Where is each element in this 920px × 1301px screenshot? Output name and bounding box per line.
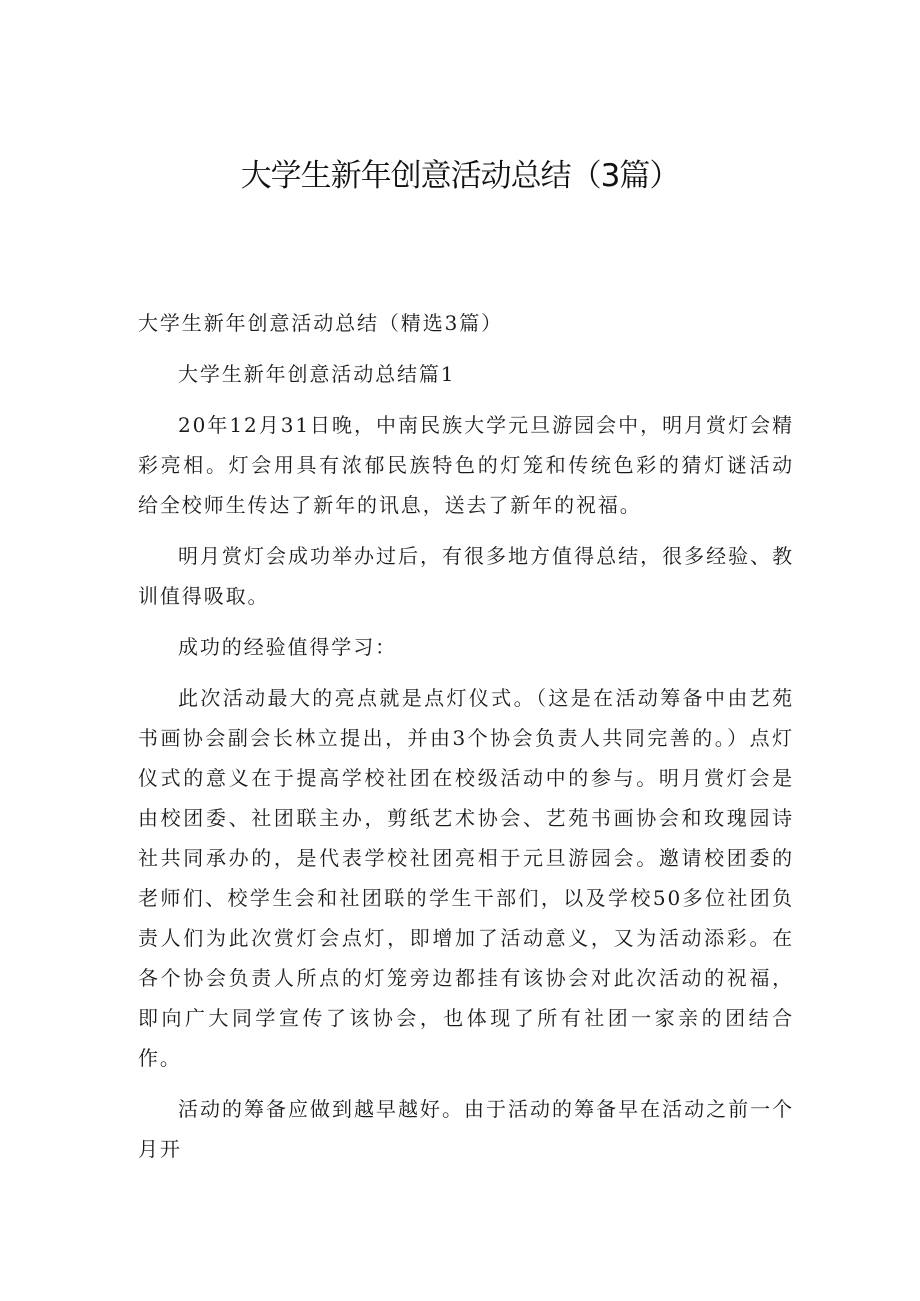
- section-heading: 大学生新年创意活动总结篇1: [178, 362, 456, 386]
- paragraph: 成功的经验值得学习：: [178, 635, 397, 659]
- document-body: [138, 303, 794, 1180]
- paragraph: 活动的筹备应做到越早越好。由于活动的筹备早在活动之前一个月开: [138, 1097, 794, 1161]
- document-subtitle: 大学生新年创意活动总结（精选3篇）: [138, 311, 504, 335]
- paragraph: 20年12月31日晚，中南民族大学元旦游园会中，明月赏灯会精彩亮相。灯会用具有浓郁民族特色的灯笼和传统色彩的猜灯谜活动给全校师生传达了新年的讯息，送去了新年的祝福。: [138, 413, 794, 517]
- paragraph: 明月赏灯会成功举办过后，有很多地方值得总结，很多经验、教训值得吸取。: [138, 544, 794, 608]
- document-title: 大学生新年创意活动总结（3篇）: [240, 158, 680, 194]
- paragraph: 此次活动最大的亮点就是点灯仪式。（这是在活动筹备中由艺苑书画协会副会长林立提出，并由3个协会负责人共同完善的。）点灯仪式的意义在于提高学校社团在校级活动中的参与。明月赏灯会是由校团委、社团联主办，剪纸艺术协会、艺苑书画协会和玫瑰园诗社共同承办的，是代表学校社团亮相于元旦游园会。邀请校团委的老师们、校学生会和社团联的学生干部们，以及学校50多位社团负责人们为此次赏灯会点灯，即增加了活动意义，又为活动添彩。在各个协会负责人所点的灯笼旁边都挂有该协会对此次活动的祝福，即向广大同学宣传了该协会，也体现了所有社团一家亲的团结合作。: [138, 686, 794, 1070]
